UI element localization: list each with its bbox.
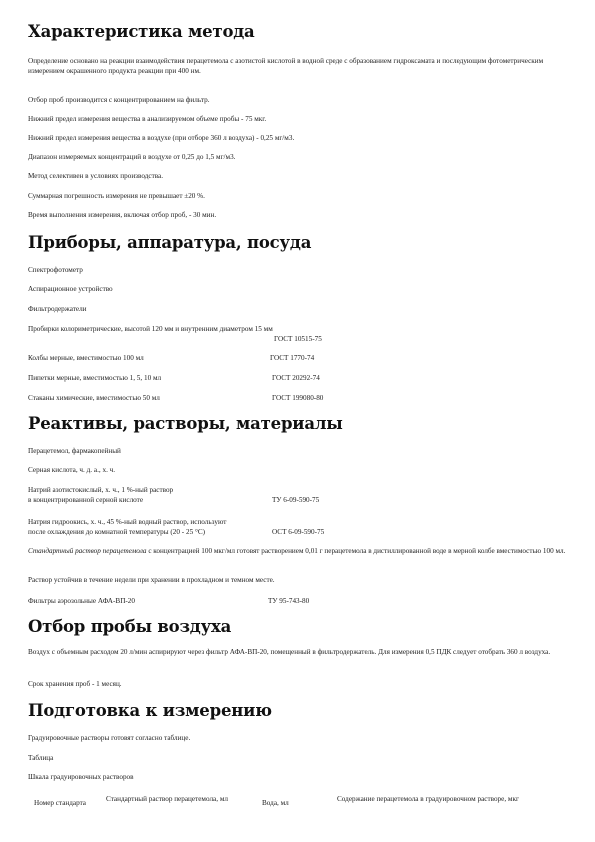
- table-header-content: Содержание перацетемола в градуировочном растворе, мкг: [337, 795, 519, 803]
- sampling-paragraph-procedure: Воздух с объемным расходом 20 л/мин аспирируют через фильтр АФА-ВП-20, помещенный в фильтродержатель. Для измерения 0,5 ПДК следует отобрать 360 л воздуха.: [28, 648, 551, 656]
- equipment-item-spectrophotometer: Спектрофотометр: [28, 266, 83, 274]
- preparation-paragraph-intro: Градуировочные растворы готовят согласно таблице.: [28, 734, 191, 742]
- section-title-sampling: Отбор пробы воздуха: [28, 617, 232, 636]
- equipment-item-test-tubes: Пробирки колориметрические, высотой 120 мм и внутренним диаметром 15 мм: [28, 325, 273, 333]
- method-paragraph-range: Диапазон измеряемых концентраций в воздухе от 0,25 до 1,5 мг/м3.: [28, 153, 236, 161]
- equipment-standard-pipettes: ГОСТ 20292-74: [272, 374, 320, 382]
- table-header-standard-solution: Стандартный раствор перацетемола, мл: [106, 795, 228, 803]
- method-paragraph-lower-limit-air: Нижний предел измерения вещества в воздухе (при отборе 360 л воздуха) - 0,25 мг/м3.: [28, 134, 295, 142]
- section-title-preparation: Подготовка к измерению: [28, 701, 272, 720]
- reagent-item-sodium-hydroxide-line1: Натрия гидроокись, х. ч., 45 %-ный водный раствор, используют: [28, 518, 227, 526]
- method-paragraph-principle: Определение основано на реакции взаимодействия перацетемола с азотистой кислотой в водной среде с образованием гидроксамата и последующим фотометрическим измерением окрашенного продукта реакции при 400 нм.: [28, 57, 544, 75]
- equipment-item-filter-holders: Фильтродержатели: [28, 305, 87, 313]
- reagent-standard-sodium-nitrite: ТУ 6-09-590-75: [272, 496, 320, 504]
- method-paragraph-selectivity: Метод селективен в условиях производства.: [28, 172, 164, 180]
- standard-solution-term: Стандартный раствор перацетемола: [28, 547, 147, 555]
- reagent-item-sodium-hydroxide-line2: после охлаждения до комнатной температуры (20 - 25 °С): [28, 528, 206, 536]
- table-label: Таблица: [28, 754, 54, 762]
- section-title-equipment: Приборы, аппаратура, посуда: [28, 233, 312, 252]
- table-header-standard-number: Номер стандарта: [34, 799, 86, 807]
- equipment-item-aspirator: Аспирационное устройство: [28, 285, 113, 293]
- method-paragraph-time: Время выполнения измерения, включая отбор проб, - 30 мин.: [28, 211, 217, 219]
- equipment-standard-test-tubes: ГОСТ 10515-75: [274, 335, 322, 343]
- equipment-standard-flasks: ГОСТ 1770-74: [270, 354, 315, 362]
- reagent-item-filters: Фильтры аэрозольные АФА-ВП-20: [28, 597, 135, 605]
- method-paragraph-lower-limit-sample: Нижний предел измерения вещества в анализируемом объеме пробы - 75 мкг.: [28, 115, 267, 123]
- reagent-item-sodium-nitrite-line1: Натрий азотистокислый, х. ч., 1 %-ный раствор: [28, 486, 174, 494]
- table-caption: Шкала градуировочных растворов: [28, 773, 134, 781]
- standard-solution-description: с концентрацией 100 мкг/мл готовят растворением 0,01 г перацетемола в дистиллированной воде в мерной колбе вместимостью 100 мл.: [146, 547, 566, 555]
- reagent-paragraph-standard-solution: [28, 546, 568, 556]
- equipment-item-beakers: Стаканы химические, вместимостью 50 мл: [28, 394, 160, 402]
- sampling-paragraph-storage: Срок хранения проб - 1 месяц.: [28, 680, 122, 688]
- reagent-standard-filters: ТУ 95-743-80: [268, 597, 310, 605]
- reagent-item-sulfuric-acid: Серная кислота, ч. д. а., х. ч.: [28, 466, 116, 474]
- reagent-paragraph-stability: Раствор устойчив в течение недели при хранении в прохладном и темном месте.: [28, 576, 275, 584]
- table-header-water: Вода, мл: [262, 799, 289, 807]
- method-paragraph-sampling: Отбор проб производится с концентрированием на фильтр.: [28, 96, 210, 104]
- equipment-standard-beakers: ГОСТ 199080-80: [272, 394, 324, 402]
- equipment-item-pipettes: Пипетки мерные, вместимостью 1, 5, 10 мл: [28, 374, 162, 382]
- method-paragraph-error: Суммарная погрешность измерения не превышает ±20 %.: [28, 192, 205, 200]
- reagent-item-paracetamol: Перацетемол, фармакопейный: [28, 447, 121, 455]
- reagent-standard-sodium-hydroxide: ОСТ 6-09-590-75: [272, 528, 325, 536]
- section-title-reagents: Реактивы, растворы, материалы: [28, 414, 343, 433]
- section-title-method: Характеристика метода: [28, 22, 255, 41]
- equipment-item-flasks: Колбы мерные, вместимостью 100 мл: [28, 354, 144, 362]
- reagent-item-sodium-nitrite-line2: в концентрированной серной кислоте: [28, 496, 144, 504]
